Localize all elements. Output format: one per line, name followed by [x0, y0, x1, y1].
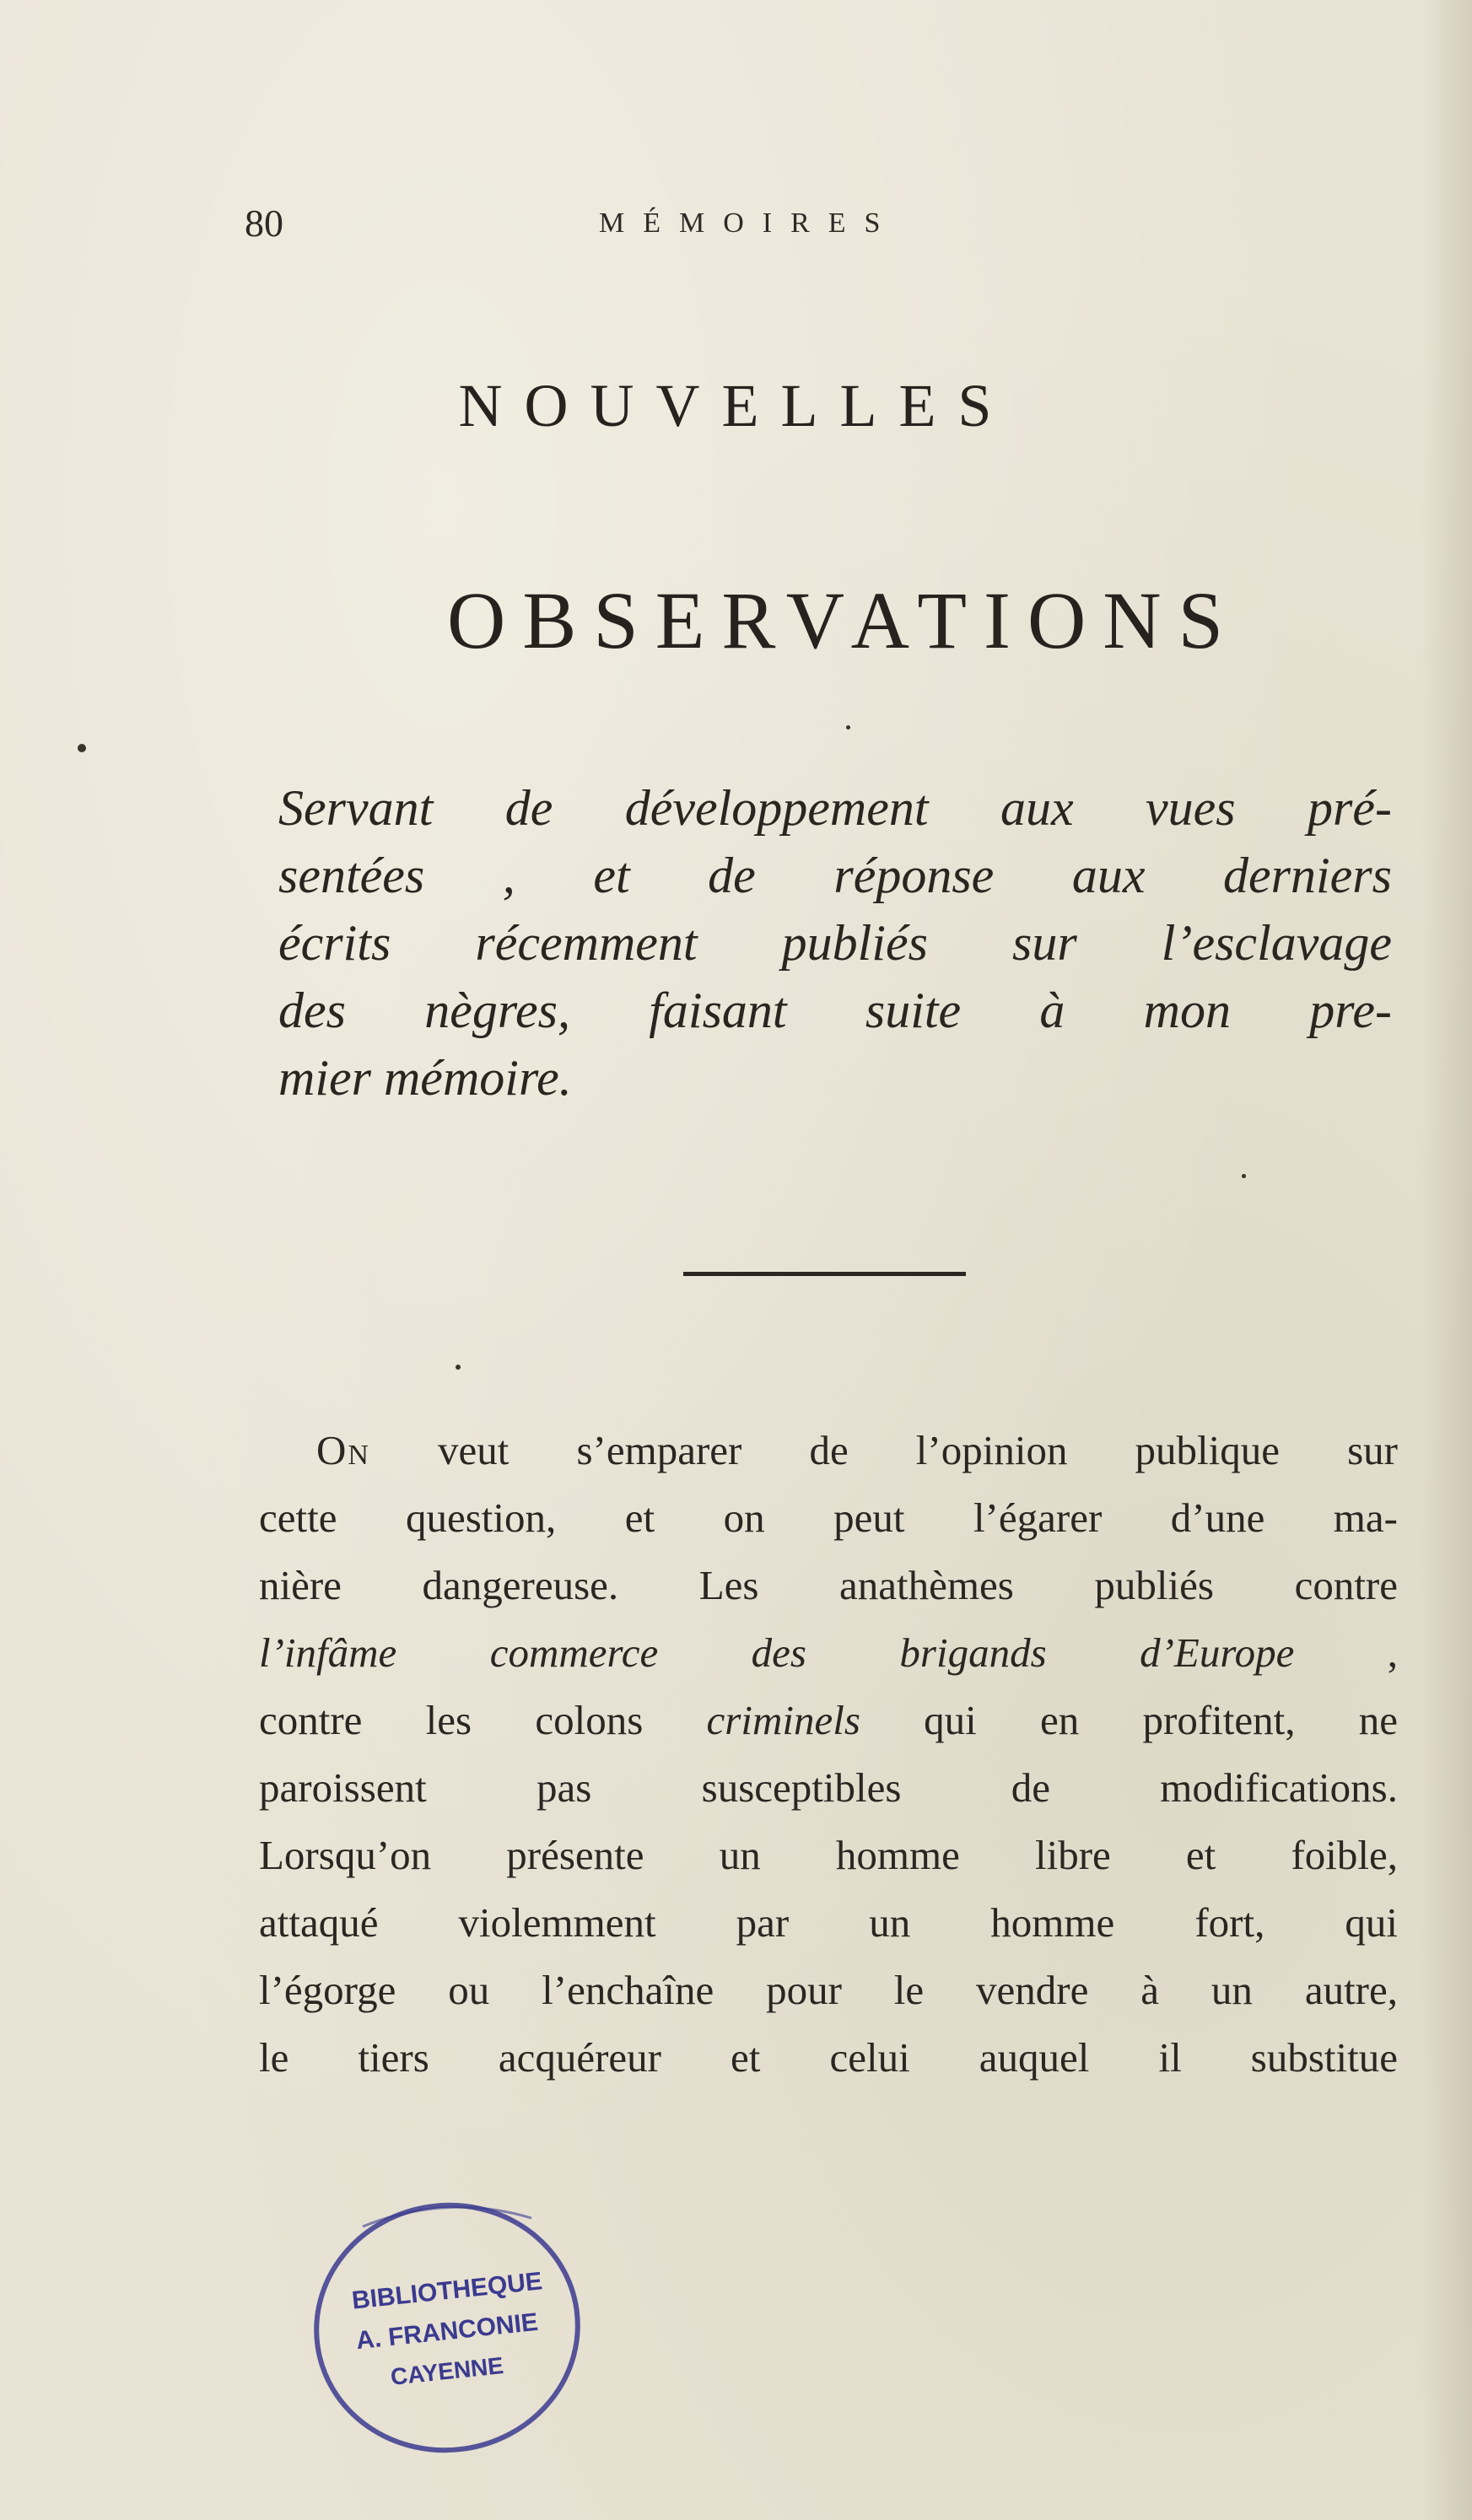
stamp-line: A. FRANCONIE: [354, 2307, 540, 2356]
subtitle-line: Servant de développement aux vues pré-: [278, 780, 1392, 836]
subtitle: [278, 774, 1392, 1112]
body-line-text: veut s’emparer de l’opinion publique sur: [369, 1427, 1398, 1473]
body-line: nière dangereuse. Les anathèmes publiés contre: [259, 1562, 1398, 1608]
section-rule: [683, 1272, 966, 1276]
body-line: [259, 1619, 1398, 1687]
paper-speck: [1242, 1174, 1246, 1178]
body-paragraph: [259, 1417, 1398, 2092]
running-title: MÉMOIRES: [599, 207, 899, 239]
stamp-line: CAYENNE: [389, 2352, 505, 2390]
body-line: [259, 1417, 1398, 1484]
subtitle-line: mier mémoire.: [278, 1050, 572, 1106]
title-observations: OBSERVATIONS: [446, 575, 1241, 665]
body-line: le tiers acquéreur et celui auquel il substitue: [259, 2034, 1398, 2081]
body-line: paroissent pas susceptibles de modifications.: [259, 1764, 1398, 1811]
subtitle-line: écrits récemment publiés sur l’esclavage: [278, 915, 1392, 971]
library-stamp: [304, 2193, 590, 2463]
subtitle-line: sentées , et de réponse aux derniers: [278, 848, 1392, 903]
paper-speck: [456, 1365, 461, 1370]
body-line: attaqué violemment par un homme fort, qui: [259, 1899, 1398, 1946]
body-line-text: ,: [1294, 1629, 1398, 1676]
title-nouvelles: NOUVELLES: [458, 372, 1014, 439]
opening-word: On: [316, 1427, 370, 1473]
body-line: cette question, et on peut l’égarer d’une ma-: [259, 1494, 1398, 1541]
body-line: l’égorge ou l’enchaîne pour le vendre à un autre,: [259, 1967, 1398, 2013]
body-line-text: contre les colons: [259, 1697, 707, 1743]
paper-speck: [846, 725, 850, 730]
subtitle-line: des nègres, faisant suite à mon pre-: [278, 983, 1392, 1038]
body-line: Lorsqu’on présente un homme libre et foible,: [259, 1832, 1398, 1878]
paper-speck: [78, 744, 86, 752]
page-number: 80: [245, 202, 283, 245]
body-line-text: qui en profitent, ne: [860, 1697, 1398, 1743]
running-head: [245, 201, 1409, 260]
body-italic-word: criminels: [706, 1697, 860, 1743]
stamp-line: BIBLIOTHEQUE: [350, 2267, 544, 2315]
body-italic-phrase: l’infâme commerce des brigands d’Europe: [259, 1629, 1295, 1676]
body-line: [259, 1687, 1398, 1754]
